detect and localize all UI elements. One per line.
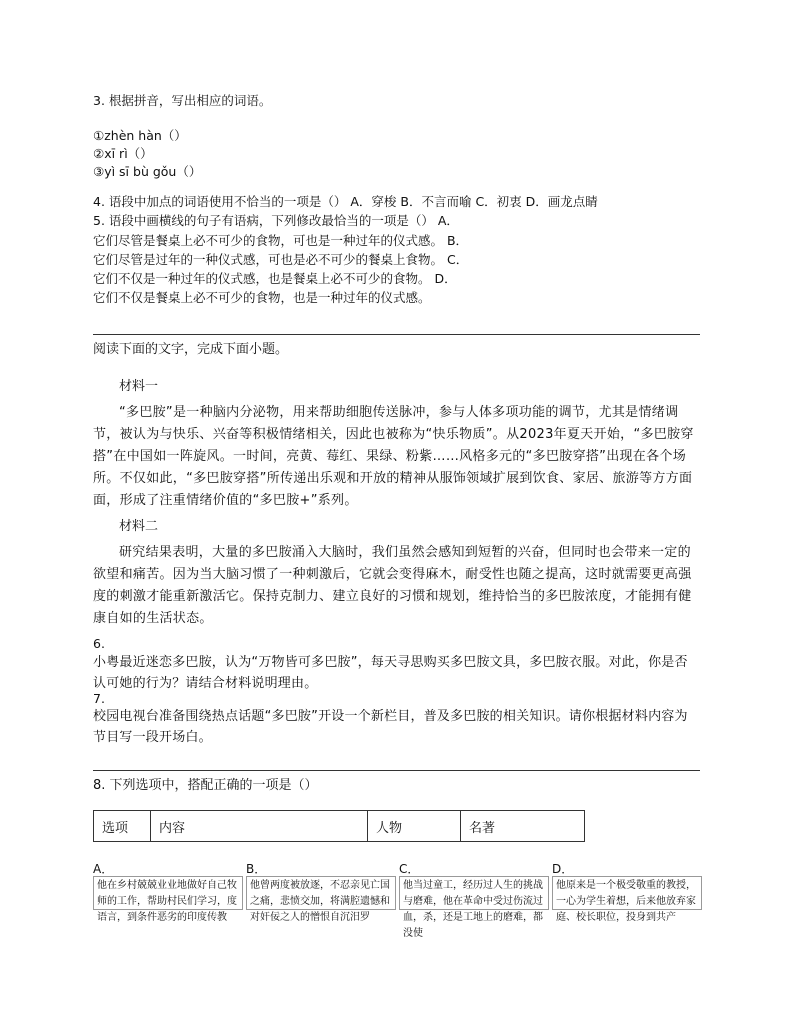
choice-d-content: 他原来是一个极受敬重的教授，一心为学生着想，后来他放弃家庭、校长职位，投身到共产: [552, 876, 702, 910]
material-2-body: 研究结果表明，大量的多巴胺涌入大脑时，我们虽然会感知到短暂的兴奋，但同时也会带来一定的欲望和痛苦。因为当大脑习惯了一种刺激后，它就会变得麻木，耐受性也随之提高，这时就需要更高强度的刺激才能重新激活它。保持克制力、建立良好的习惯和规划，维持恰当的多巴胺浓度，才能拥有健康自如的生活状态。: [93, 545, 692, 626]
choice-b-label[interactable]: B．: [246, 862, 267, 876]
material-2-title: 材料二: [119, 519, 159, 534]
q5-option-b: 它们尽管是过年的一种仪式感，可也是必不可少的餐桌上食物。 C．: [93, 252, 469, 267]
choice-c-content: 他当过童工，经历过人生的挑战与磨难，他在革命中受过伤流过血，杀，还是工地上的磨难，都没使: [399, 876, 549, 910]
choice-c-label[interactable]: C．: [399, 862, 420, 876]
choice-a-label[interactable]: A．: [93, 862, 114, 876]
section-divider: [93, 334, 700, 335]
q5-stem: 5. 语段中画横线的句子有语病，下列修改最恰当的一项是（） A．: [93, 213, 459, 228]
q5-option-d: 它们不仅是餐桌上必不可少的食物，也是一种过年的仪式感。: [93, 290, 431, 305]
q6-text: 小粤最近迷恋多巴胺，认为“万物皆可多巴胺”，每天寻思购买多巴胺文具，多巴胺衣服。对此，你是否认可她的行为？请结合材料说明理由。: [93, 655, 688, 691]
q8-header-table: [93, 810, 585, 842]
header-book: 名著: [461, 811, 585, 842]
reading-intro: 阅读下面的文字，完成下面小题。: [93, 342, 289, 357]
q7-number: 7.: [93, 691, 105, 706]
q3-item-2: ②xī rì（）: [93, 146, 153, 161]
choice-a-content: 他在乡村兢兢业业地做好自己牧师的工作，帮助村民们学习，度语言，到条件恶劣的印度传教: [93, 876, 243, 910]
q7-text: 校园电视台准备围绕热点话题“多巴胺”开设一个新栏目，普及多巴胺的相关知识。请你根据材料内容为节目写一段开场白。: [93, 709, 688, 745]
header-person: 人物: [368, 811, 461, 842]
q3-item-3: ③yì sī bù gǒu（）: [93, 164, 202, 179]
q5-option-a: 它们尽管是餐桌上必不可少的食物，可也是一种过年的仪式感。 B．: [93, 233, 469, 248]
header-content: 内容: [151, 811, 368, 842]
q3-stem: 3. 根据拼音，写出相应的词语。: [93, 93, 272, 108]
material-1-body: “多巴胺”是一种脑内分泌物，用来帮助细胞传送脉冲，参与人体多项功能的调节，尤其是情绪调节，被认为与快乐、兴奋等积极情绪相关，因此也被称为“快乐物质”。从2023年夏天开始，“多巴胺穿搭”在中国如一阵旋风。一时间，亮黄、莓红、果绿、粉紫……风格多元的“多巴胺穿搭”出现在各个场所。不仅如此，“多巴胺穿搭”所传递出乐观和开放的精神从服饰领域扩展到饮食、家居、旅游等方方面面，形成了注重情绪价值的“多巴胺+”系列。: [93, 405, 694, 508]
material-1-title: 材料一: [119, 379, 159, 394]
q4-text: 4. 语段中加点的词语使用不恰当的一项是（） A．穿梭 B．不言而喻 C．初衷 D．画龙点睛: [93, 194, 598, 209]
q8-stem: 8. 下列选项中，搭配正确的一项是（）: [93, 778, 318, 793]
q5-option-c: 它们不仅是一种过年的仪式感，也是餐桌上必不可少的食物。 D．: [93, 271, 457, 286]
section-divider-2: [93, 770, 700, 771]
choice-d-label[interactable]: D．: [552, 862, 574, 876]
q3-item-1: ①zhèn hàn（）: [93, 128, 187, 143]
q6-number: 6.: [93, 636, 105, 651]
header-option: 选项: [94, 811, 151, 842]
choice-b-content: 他曾两度被放逐，不忍亲见亡国之痛，悲愤交加，将满腔遗憾和对奸佞之人的憎恨自沉汨罗: [246, 876, 396, 910]
